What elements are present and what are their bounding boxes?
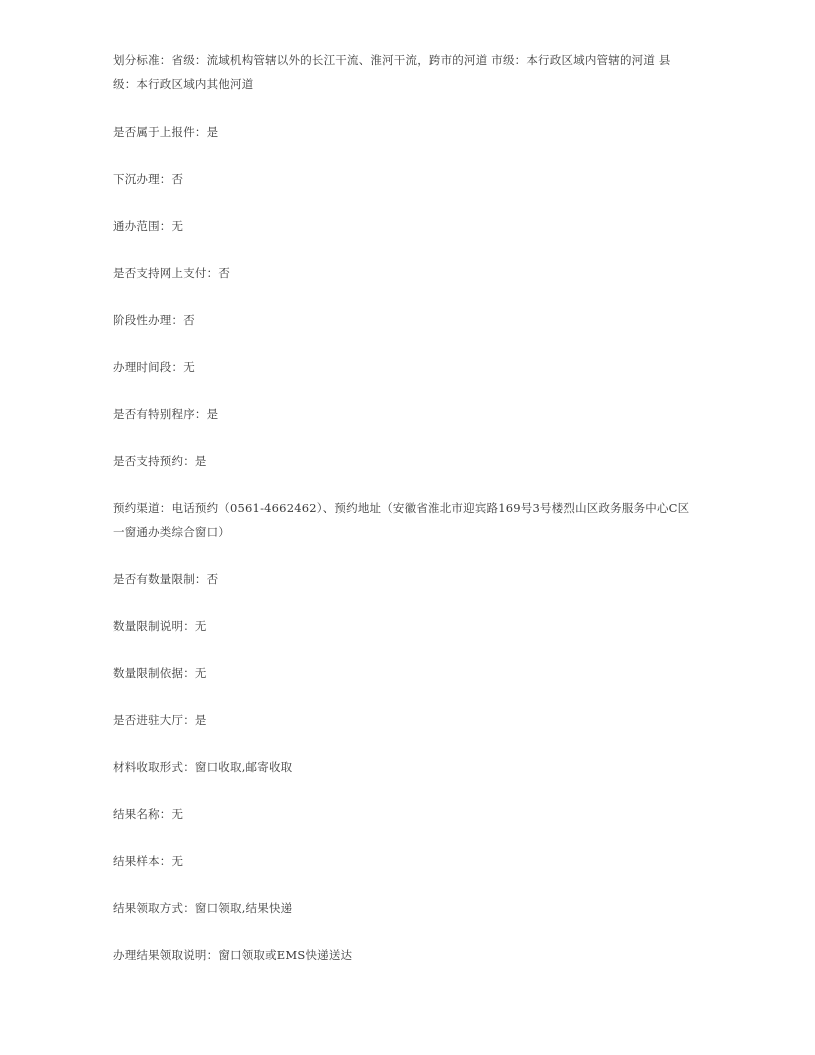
field-value: 无 — [171, 854, 184, 868]
field-in-hall — [113, 708, 693, 732]
field-label: 结果样本： — [113, 854, 172, 868]
field-label: 通办范围： — [113, 219, 172, 233]
field-label: 是否进驻大厅： — [113, 713, 195, 727]
field-label: 办理时间段： — [113, 360, 184, 374]
field-value: 是 — [206, 125, 219, 139]
field-value: 否 — [206, 572, 219, 586]
field-value: 是 — [206, 407, 219, 421]
field-appointment-support — [113, 449, 693, 473]
field-label: 材料收取形式： — [113, 760, 195, 774]
field-value: 窗口领取,结果快递 — [194, 901, 293, 915]
field-division-standard — [113, 48, 693, 96]
field-is-reported — [113, 120, 693, 144]
field-label: 阶段性办理： — [113, 313, 184, 327]
field-value: 窗口领取或EMS快递送达 — [218, 948, 353, 962]
field-label: 下沉办理： — [113, 172, 172, 186]
field-value: 无 — [171, 219, 184, 233]
field-label: 是否支持预约： — [113, 454, 195, 468]
field-value: 否 — [183, 313, 195, 327]
field-value: 无 — [183, 360, 195, 374]
field-label: 是否有数量限制： — [113, 572, 207, 586]
field-label: 结果名称： — [113, 807, 172, 821]
field-value: 是 — [194, 713, 207, 727]
field-appointment-channel — [113, 496, 693, 544]
field-value: 无 — [194, 619, 207, 633]
field-value: 无 — [194, 666, 207, 680]
field-quantity-limit-basis — [113, 661, 693, 685]
field-value: 无 — [171, 807, 184, 821]
field-downward-handling — [113, 167, 693, 191]
field-label: 预约渠道： — [113, 501, 172, 515]
field-label: 是否属于上报件： — [113, 125, 207, 139]
field-label: 数量限制说明： — [113, 619, 195, 633]
field-online-payment — [113, 261, 693, 285]
field-result-sample — [113, 849, 693, 873]
field-quantity-limit — [113, 567, 693, 591]
field-value: 是 — [194, 454, 207, 468]
field-material-collection — [113, 755, 693, 779]
field-label: 办理结果领取说明： — [113, 948, 219, 962]
field-result-name — [113, 802, 693, 826]
field-label: 是否支持网上支付： — [113, 266, 219, 280]
field-value: 窗口收取,邮寄收取 — [194, 760, 293, 774]
field-value: 省级：流域机构管辖以外的长江干流、淮河干流，跨市的河道 市级：本行政区域内管辖的河道 县级：本行政区域内其他河道 — [113, 53, 671, 91]
field-value: 否 — [171, 172, 184, 186]
field-label: 数量限制依据： — [113, 666, 195, 680]
field-result-pickup-note — [113, 943, 693, 967]
field-value: 否 — [218, 266, 231, 280]
field-label: 结果领取方式： — [113, 901, 195, 915]
field-value: 电话预约（0561-4662462）、预约地址（安徽省淮北市迎宾路169号3号楼烈山区政务服务中心C区一窗通办类综合窗口） — [113, 501, 690, 539]
field-result-pickup-method — [113, 896, 693, 920]
field-handling-time — [113, 355, 693, 379]
field-universal-scope — [113, 214, 693, 238]
field-label: 划分标准： — [113, 53, 172, 67]
field-quantity-limit-note — [113, 614, 693, 638]
field-special-procedure — [113, 402, 693, 426]
field-label: 是否有特别程序： — [113, 407, 207, 421]
field-staged-handling — [113, 308, 693, 332]
